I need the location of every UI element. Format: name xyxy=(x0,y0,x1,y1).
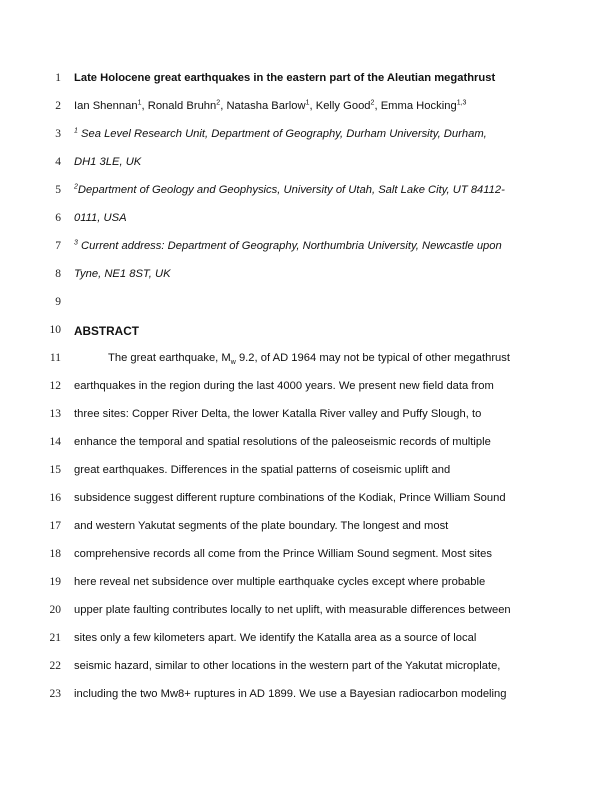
author-affiliation: 1,3 xyxy=(456,99,467,107)
line-4 xyxy=(0,156,612,176)
author-affiliation: 1 xyxy=(305,99,310,107)
abstract-line: including the two Mw8+ ruptures in AD 1899. We use a Bayesian radiocarbon modeling xyxy=(74,688,507,700)
line-11 xyxy=(0,352,612,372)
affiliation-2-cont: 0111, USA xyxy=(74,212,127,224)
affiliation-mark: 3 xyxy=(74,239,78,247)
line-number: 16 xyxy=(49,492,61,504)
abstract-line: upper plate faulting contributes locally to net uplift, with measurable differences between xyxy=(74,604,511,616)
line-number: 17 xyxy=(49,520,61,532)
abstract-line: here reveal net subsidence over multiple earthquake cycles except where probable xyxy=(74,576,486,588)
author-affiliation: 2 xyxy=(216,99,221,107)
abstract-line: three sites: Copper River Delta, the lower Katalla River valley and Puffy Slough, to xyxy=(74,408,482,420)
line-15 xyxy=(0,464,612,484)
line-23 xyxy=(0,688,612,708)
affiliation-3: $^3$ Current address: Department of Geography, Northumbria University, Newcastle upon xyxy=(74,239,502,252)
line-number: 20 xyxy=(49,604,61,616)
line-number: 19 xyxy=(49,576,61,588)
line-number: 3 xyxy=(55,128,61,140)
line-16 xyxy=(0,492,612,512)
abstract-heading: ABSTRACT xyxy=(74,324,139,338)
author-affiliation: 2 xyxy=(370,99,375,107)
line-17 xyxy=(0,520,612,540)
author-name: Emma Hocking xyxy=(380,100,457,112)
line-number: 13 xyxy=(49,408,61,420)
line-6 xyxy=(0,212,612,232)
line-13 xyxy=(0,408,612,428)
line-number: 10 xyxy=(49,324,61,336)
line-number: 4 xyxy=(55,156,61,168)
line-number: 1 xyxy=(55,72,61,84)
affiliation-mark: 1 xyxy=(74,127,78,135)
author-list: Ian Shennan$^1$, Ronald Bruhn$^2$, Natasha Barlow$^1$, Kelly Good$^2$, Emma Hocking$^{1,3}$ xyxy=(74,99,467,112)
author-affiliation: 1 xyxy=(137,99,142,107)
line-number: 11 xyxy=(49,352,61,364)
line-19 xyxy=(0,576,612,596)
line-number: 12 xyxy=(49,380,61,392)
line-number: 22 xyxy=(49,660,61,672)
abstract-line: The great earthquake, $M_w$ 9.2, of AD 1964 may not be typical of other megathrust xyxy=(108,352,511,367)
line-number: 18 xyxy=(49,548,61,560)
line-10 xyxy=(0,324,612,344)
affiliation-mark: 2 xyxy=(74,183,78,191)
abstract-line: enhance the temporal and spatial resolutions of the paleoseismic records of multiple xyxy=(74,436,491,448)
line-2 xyxy=(0,100,612,120)
abstract-line: seismic hazard, similar to other locations in the western part of the Yakutat microplate, xyxy=(74,660,501,672)
line-1 xyxy=(0,72,612,92)
line-number: 7 xyxy=(55,240,61,252)
line-number: 8 xyxy=(55,268,61,280)
line-12 xyxy=(0,380,612,400)
line-number: 14 xyxy=(49,436,61,448)
author-name: Ronald Bruhn xyxy=(147,100,217,112)
line-number: 9 xyxy=(55,296,61,308)
affiliation-1: $^1$ Sea Level Research Unit, Department of Geography, Durham University, Durham, xyxy=(74,127,487,140)
abstract-line: sites only a few kilometers apart. We identify the Katalla area as a source of local xyxy=(74,632,477,644)
line-20 xyxy=(0,604,612,624)
abstract-line: comprehensive records all come from the Prince William Sound segment. Most sites xyxy=(74,548,493,560)
line-number: 6 xyxy=(55,212,61,224)
abstract-line: subsidence suggest different rupture combinations of the Kodiak, Prince William Sound xyxy=(74,492,506,504)
line-8 xyxy=(0,268,612,288)
affiliation-1-cont: DH1 3LE, UK xyxy=(74,156,142,168)
author-name: Kelly Good xyxy=(315,100,371,112)
line-number: 23 xyxy=(49,688,61,700)
line-5 xyxy=(0,184,612,204)
paper-title: Late Holocene great earthquakes in the eastern part of the Aleutian megathrust xyxy=(74,72,496,84)
author-name: Natasha Barlow xyxy=(226,100,306,112)
line-22 xyxy=(0,660,612,680)
line-number: 15 xyxy=(49,464,61,476)
line-18 xyxy=(0,548,612,568)
line-3 xyxy=(0,128,612,148)
line-number: 2 xyxy=(55,100,61,112)
abstract-line: great earthquakes. Differences in the spatial patterns of coseismic uplift and xyxy=(74,464,451,476)
affiliation-3-cont: Tyne, NE1 8ST, UK xyxy=(74,268,171,280)
line-14 xyxy=(0,436,612,456)
affiliation-2: $^2$Department of Geology and Geophysics, University of Utah, Salt Lake City, UT 84112- xyxy=(74,183,505,196)
author-name: Ian Shennan xyxy=(74,100,138,112)
line-number: 21 xyxy=(49,632,61,644)
line-21 xyxy=(0,632,612,652)
line-7 xyxy=(0,240,612,260)
line-number: 5 xyxy=(55,184,61,196)
abstract-line: earthquakes in the region during the last 4000 years. We present new field data from xyxy=(74,380,494,392)
abstract-line: and western Yakutat segments of the plate boundary. The longest and most xyxy=(74,520,449,532)
line-9 xyxy=(0,296,612,316)
